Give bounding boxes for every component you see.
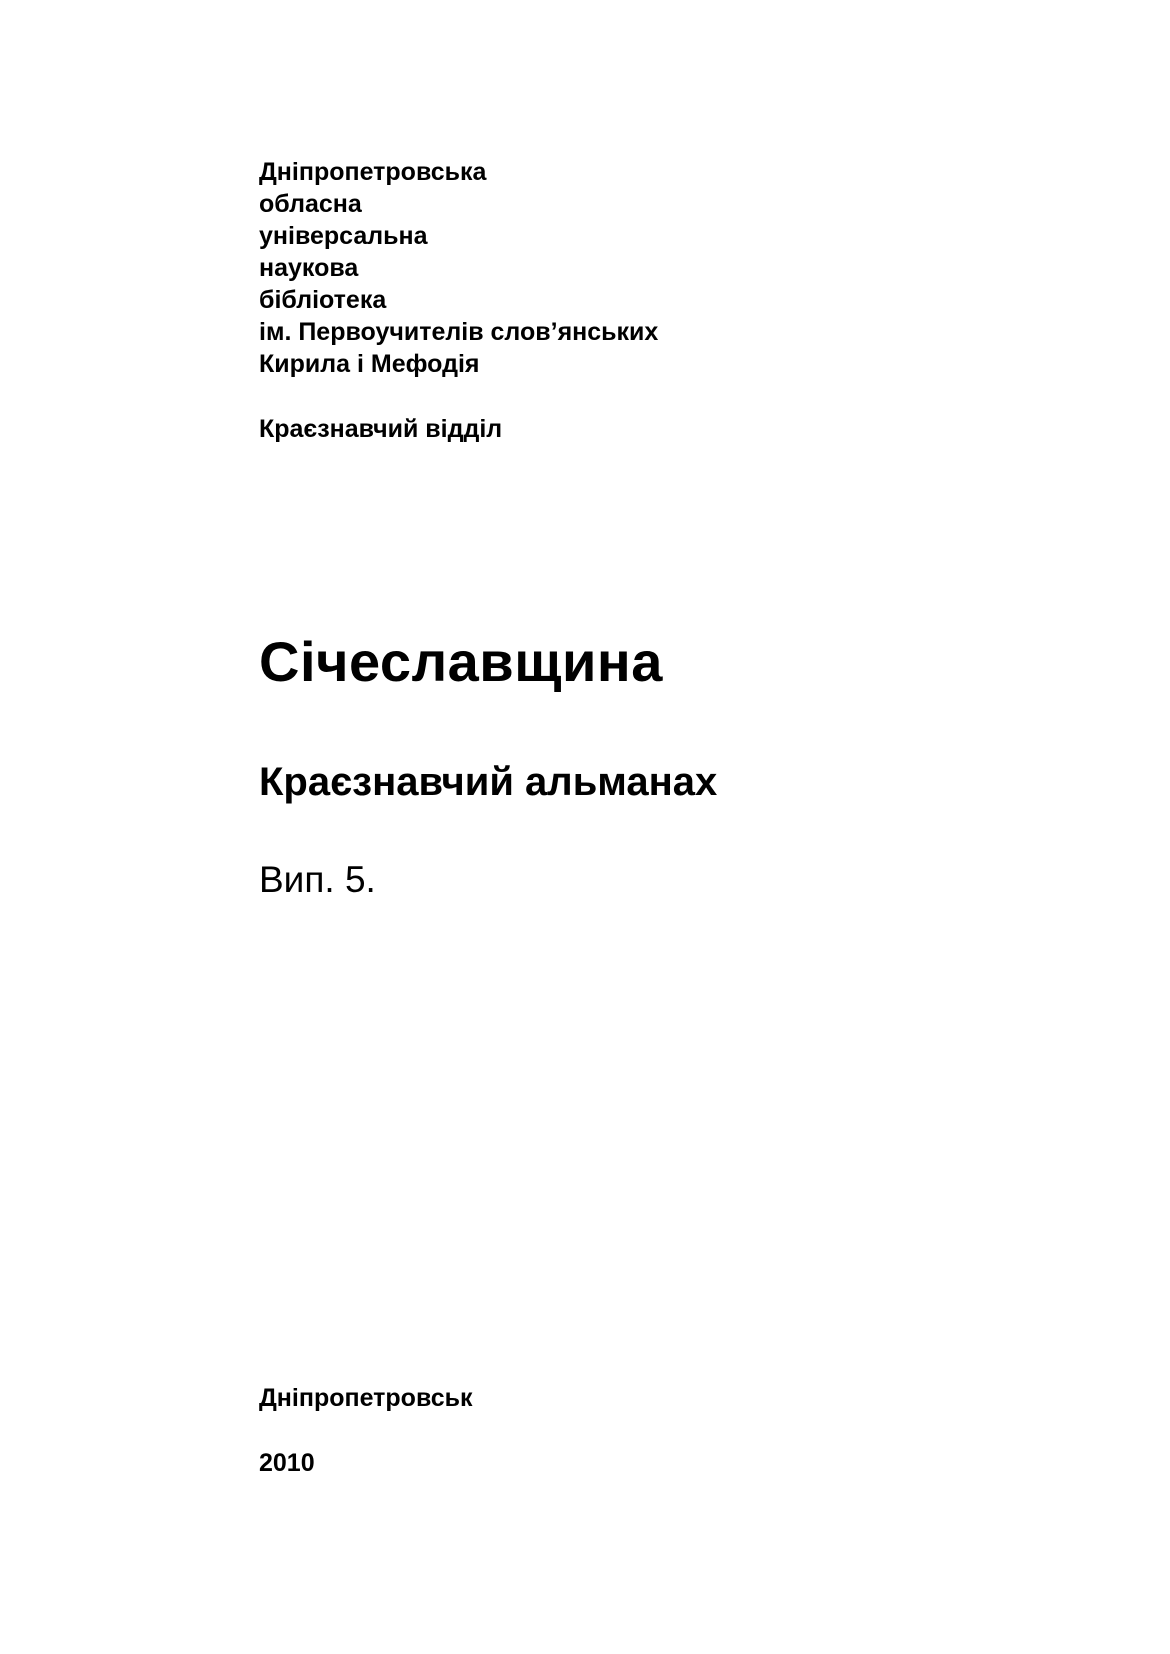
organization-line: ім. Первоучителів слов’янських (259, 318, 659, 346)
department-name: Краєзнавчий відділ (259, 415, 503, 443)
organization-line: Кирила і Мефодія (259, 350, 480, 378)
organization-line: універсальна (259, 222, 428, 250)
organization-line: Дніпропетровська (259, 158, 487, 186)
publication-subtitle: Краєзнавчий альманах (259, 760, 718, 804)
organization-line: бібліотека (259, 286, 387, 314)
organization-name (259, 156, 658, 380)
organization-line: обласна (259, 190, 362, 218)
organization-line: наукова (259, 254, 359, 282)
publication-title: Січеславщина (259, 630, 663, 693)
imprint-year: 2010 (259, 1449, 315, 1477)
imprint-city: Дніпропетровськ (259, 1384, 473, 1412)
issue-number: Вип. 5. (259, 859, 376, 900)
